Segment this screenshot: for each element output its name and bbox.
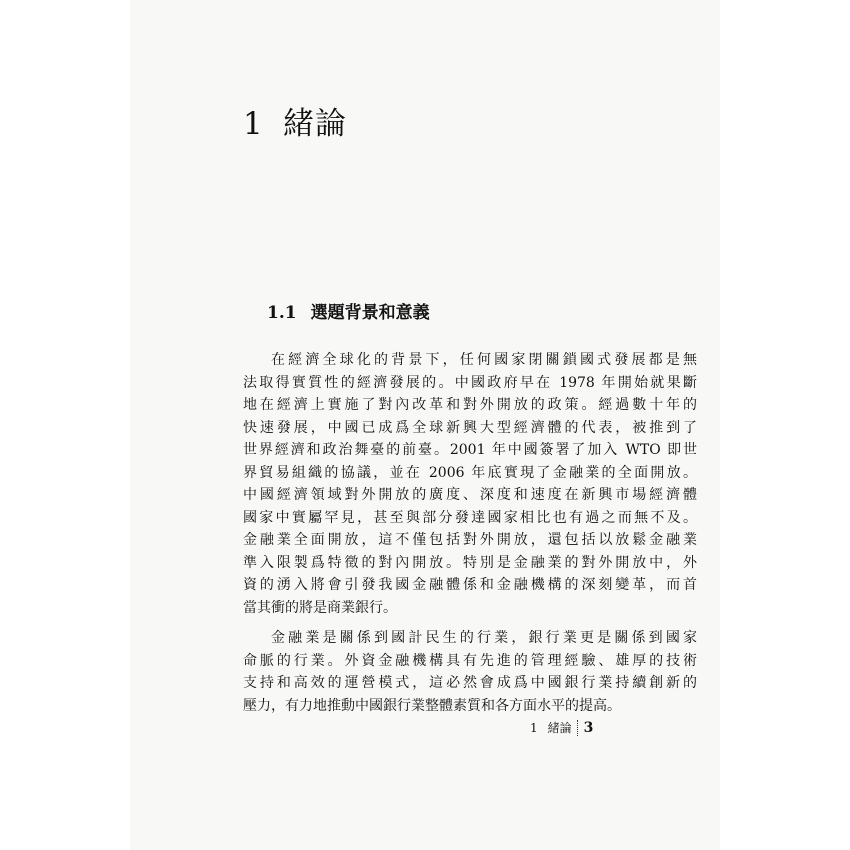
text-line: 國家中實屬罕見，甚至與部分發達國家相比也有過之而無不及。: [243, 509, 697, 526]
chapter-title: [243, 98, 347, 143]
text-line: 支持和高效的運營模式，這必然會成爲中國銀行業持續創新的: [243, 675, 697, 691]
text-line: 法取得實質性的經濟發展的。中國政府早在 1978 年開始就果斷: [243, 374, 697, 391]
page-footer: [530, 719, 593, 736]
text-line: 金融業是關係到國計民生的行業，銀行業更是關係到國家: [271, 630, 697, 646]
text-line: 資的湧入將會引發我國金融體係和金融機構的深刻變革，而首: [243, 577, 697, 593]
footer-divider: [577, 720, 578, 736]
page-number: 3: [583, 719, 594, 736]
text-line: 壓力，有力地推動中國銀行業整體素質和各方面水平的提高。: [243, 697, 621, 714]
text-line: 界貿易組織的協議，並在 2006 年底實現了金融業的全面開放。: [243, 464, 697, 481]
text-line: 快速發展，中國已成爲全球新興大型經濟體的代表，被推到了: [243, 419, 697, 436]
chapter-title-text: 緒論: [283, 106, 347, 142]
section-number: 1.1: [267, 303, 297, 323]
text-line: 準入限製爲特徵的對內開放。特別是金融業的對外開放中，外: [243, 554, 697, 571]
text-line: 地在經濟上實施了對內改革和對外開放的政策。經過數十年的: [243, 397, 697, 413]
paragraph: [243, 627, 697, 717]
chapter-number: 1: [243, 106, 264, 142]
paragraph: [243, 349, 697, 619]
text-line: 世界經濟和政治舞臺的前臺。2001 年中國簽署了加入 WTO 即世: [243, 442, 697, 458]
body-text: [243, 349, 697, 717]
section-title-text: 選題背景和意義: [310, 303, 430, 323]
text-line: 金融業全面開放，這不僅包括對外開放，還包括以放鬆金融業: [243, 532, 697, 548]
text-line: 當其衝的將是商業銀行。: [243, 599, 397, 616]
text-line: 中國經濟領域對外開放的廣度、深度和速度在新興市場經濟體: [243, 487, 697, 503]
footer-chapter-number: 1: [530, 720, 538, 735]
text-line: 命脈的行業。外資金融機構具有先進的管理經驗、雄厚的技術: [243, 652, 697, 669]
footer-chapter-title: 緒論: [547, 721, 572, 735]
section-title: [267, 298, 430, 323]
text-line: 在經濟全球化的背景下，任何國家閉關鎖國式發展都是無: [271, 352, 697, 368]
